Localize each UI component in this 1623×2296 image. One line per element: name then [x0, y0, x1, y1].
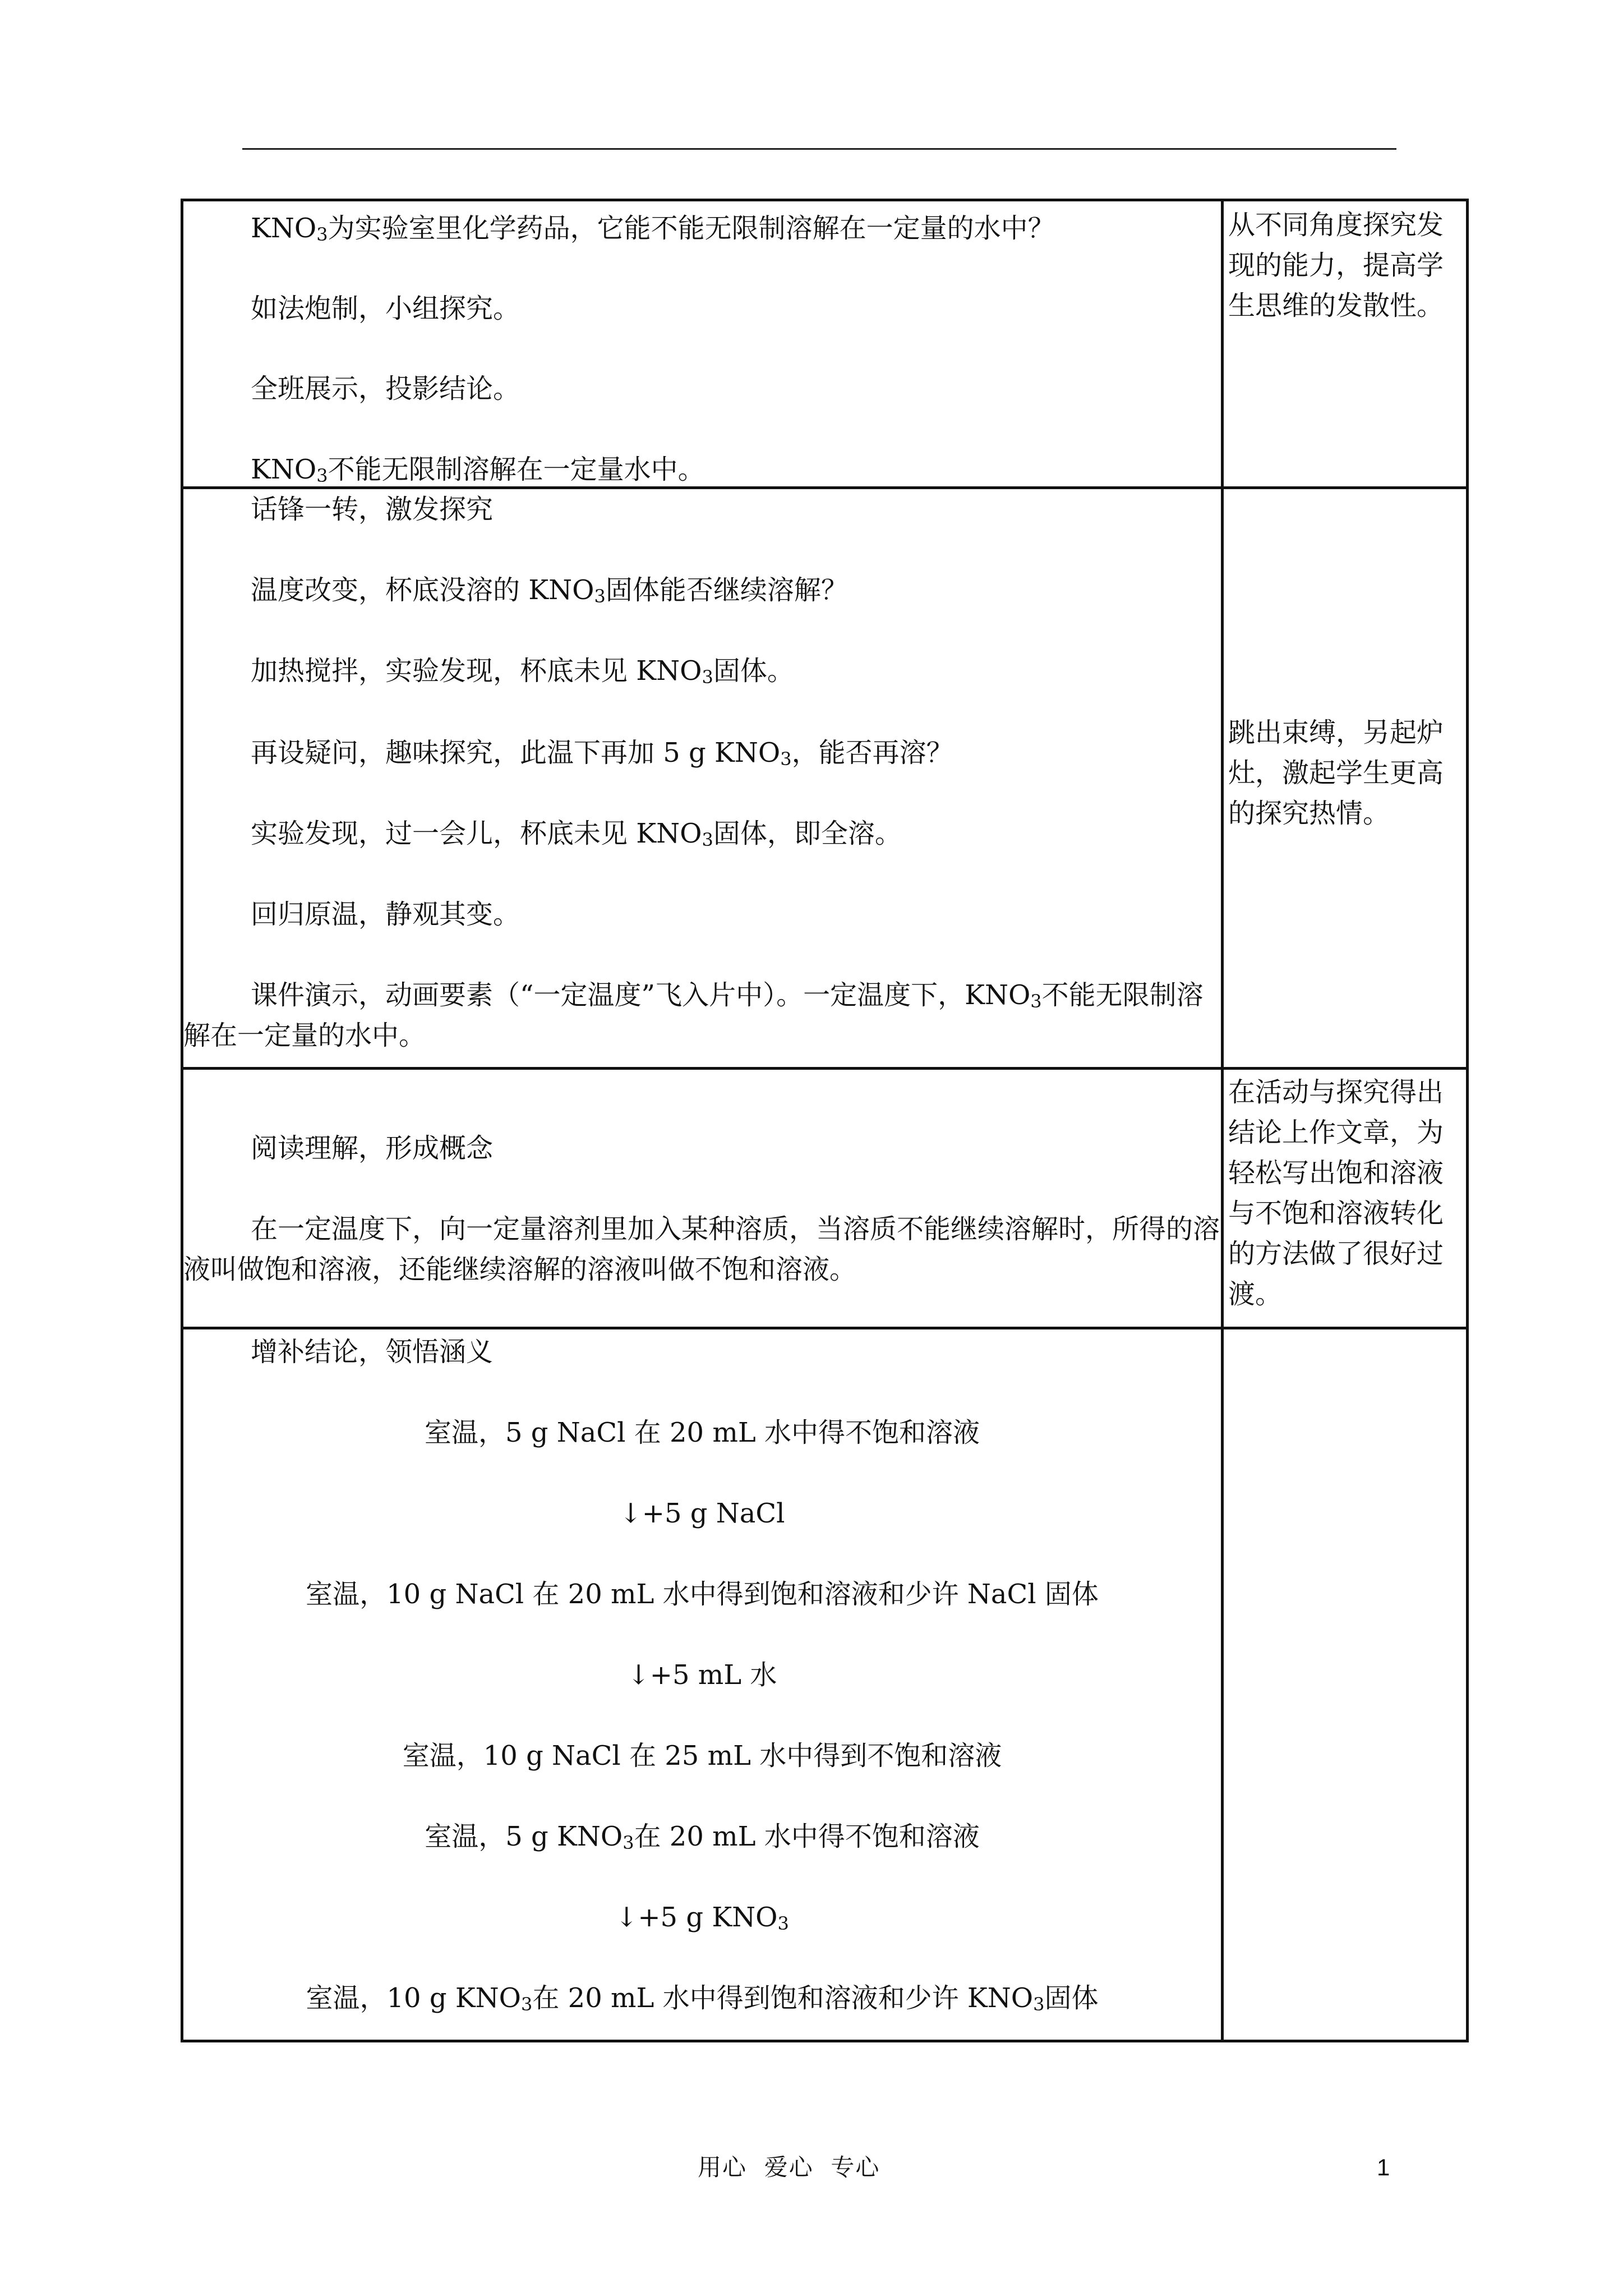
- paragraph: 全班展示，投影结论。: [251, 373, 520, 404]
- conversion-line: 室温，10 g NaCl 在 20 mL 水中得到饱和溶液和少许 NaCl 固体: [306, 1579, 1099, 1610]
- main-cell: [182, 200, 1223, 488]
- paragraph: 增补结论，领悟涵义: [251, 1336, 494, 1368]
- paragraph: 温度改变，杯底没溶的 $KNO_3$固体能否继续溶解？: [251, 574, 848, 607]
- lesson-table: [181, 199, 1469, 2042]
- paragraph: 阅读理解，形成概念: [251, 1133, 494, 1164]
- paragraph: $KNO_3$为实验室里化学药品，它能不能无限制溶解在一定量的水中？: [251, 213, 1055, 245]
- paragraph: 加热搅拌，实验发现，杯底未见 $KNO_3$固体。: [251, 655, 794, 688]
- conversion-arrow: ↓+5 mL 水: [627, 1659, 777, 1691]
- paragraph: 如法炮制，小组探究。: [251, 293, 520, 324]
- page-number: 1: [1377, 2154, 1390, 2180]
- main-cell: [182, 1069, 1223, 1328]
- side-cell: [1223, 1069, 1468, 1328]
- footer-motto: 用心 爱心 专心: [698, 2154, 880, 2181]
- table-row: [182, 488, 1468, 1069]
- conversion-line: 室温，5 g $KNO_3$在 20 mL 水中得不饱和溶液: [425, 1821, 980, 1853]
- conversion-line: 室温，10 g $KNO_3$在 20 mL 水中得到饱和溶液和少许 $KNO_3$固体: [306, 1982, 1099, 2015]
- paragraph: 再设疑问，趣味探究，此温下再加 5 g $KNO_3$，能否再溶？: [251, 737, 953, 770]
- table-row: [182, 1069, 1468, 1328]
- main-cell: [182, 1328, 1223, 2041]
- paragraph: 实验发现，过一会儿，杯底未见 $KNO_3$固体，即全溶。: [251, 818, 902, 850]
- conversion-line: 室温，10 g NaCl 在 25 mL 水中得到不饱和溶液: [402, 1740, 1002, 1772]
- paragraph: 话锋一转，激发探究: [251, 494, 494, 525]
- side-cell: [1223, 1328, 1468, 2041]
- paragraph: 回归原温，静观其变。: [251, 899, 520, 930]
- table-row: [182, 200, 1468, 488]
- side-cell: [1223, 488, 1468, 1069]
- side-note: 从不同角度探究发现的能力，提高学生思维的发散性。: [1228, 209, 1444, 321]
- table-row: [182, 1328, 1468, 2041]
- paragraph: 课件演示，动画要素（“一定温度”飞入片中）。一定温度下，$KNO_3$不能无限制溶解在一定量的水中。: [183, 979, 1204, 1051]
- side-cell: [1223, 200, 1468, 488]
- conversion-line: 室温，5 g NaCl 在 20 mL 水中得不饱和溶液: [425, 1417, 980, 1448]
- side-note: 在活动与探究得出结论上作文章，为轻松写出饱和溶液与不饱和溶液转化的方法做了很好过渡。: [1228, 1076, 1444, 1310]
- paragraph: $KNO_3$不能无限制溶解在一定量水中。: [251, 454, 705, 486]
- conversion-arrow: ↓+5 g NaCl: [619, 1498, 785, 1529]
- side-note: 跳出束缚，另起炉灶，激起学生更高的探究热情。: [1228, 717, 1444, 829]
- header-rule: [242, 148, 1396, 150]
- main-cell: [182, 488, 1223, 1069]
- paragraph: 在一定温度下，向一定量溶剂里加入某种溶质，当溶质不能继续溶解时，所得的溶液叫做饱和溶液，还能继续溶解的溶液叫做不饱和溶液。: [183, 1213, 1220, 1285]
- conversion-arrow: ↓+5 g $KNO_3$: [615, 1902, 789, 1934]
